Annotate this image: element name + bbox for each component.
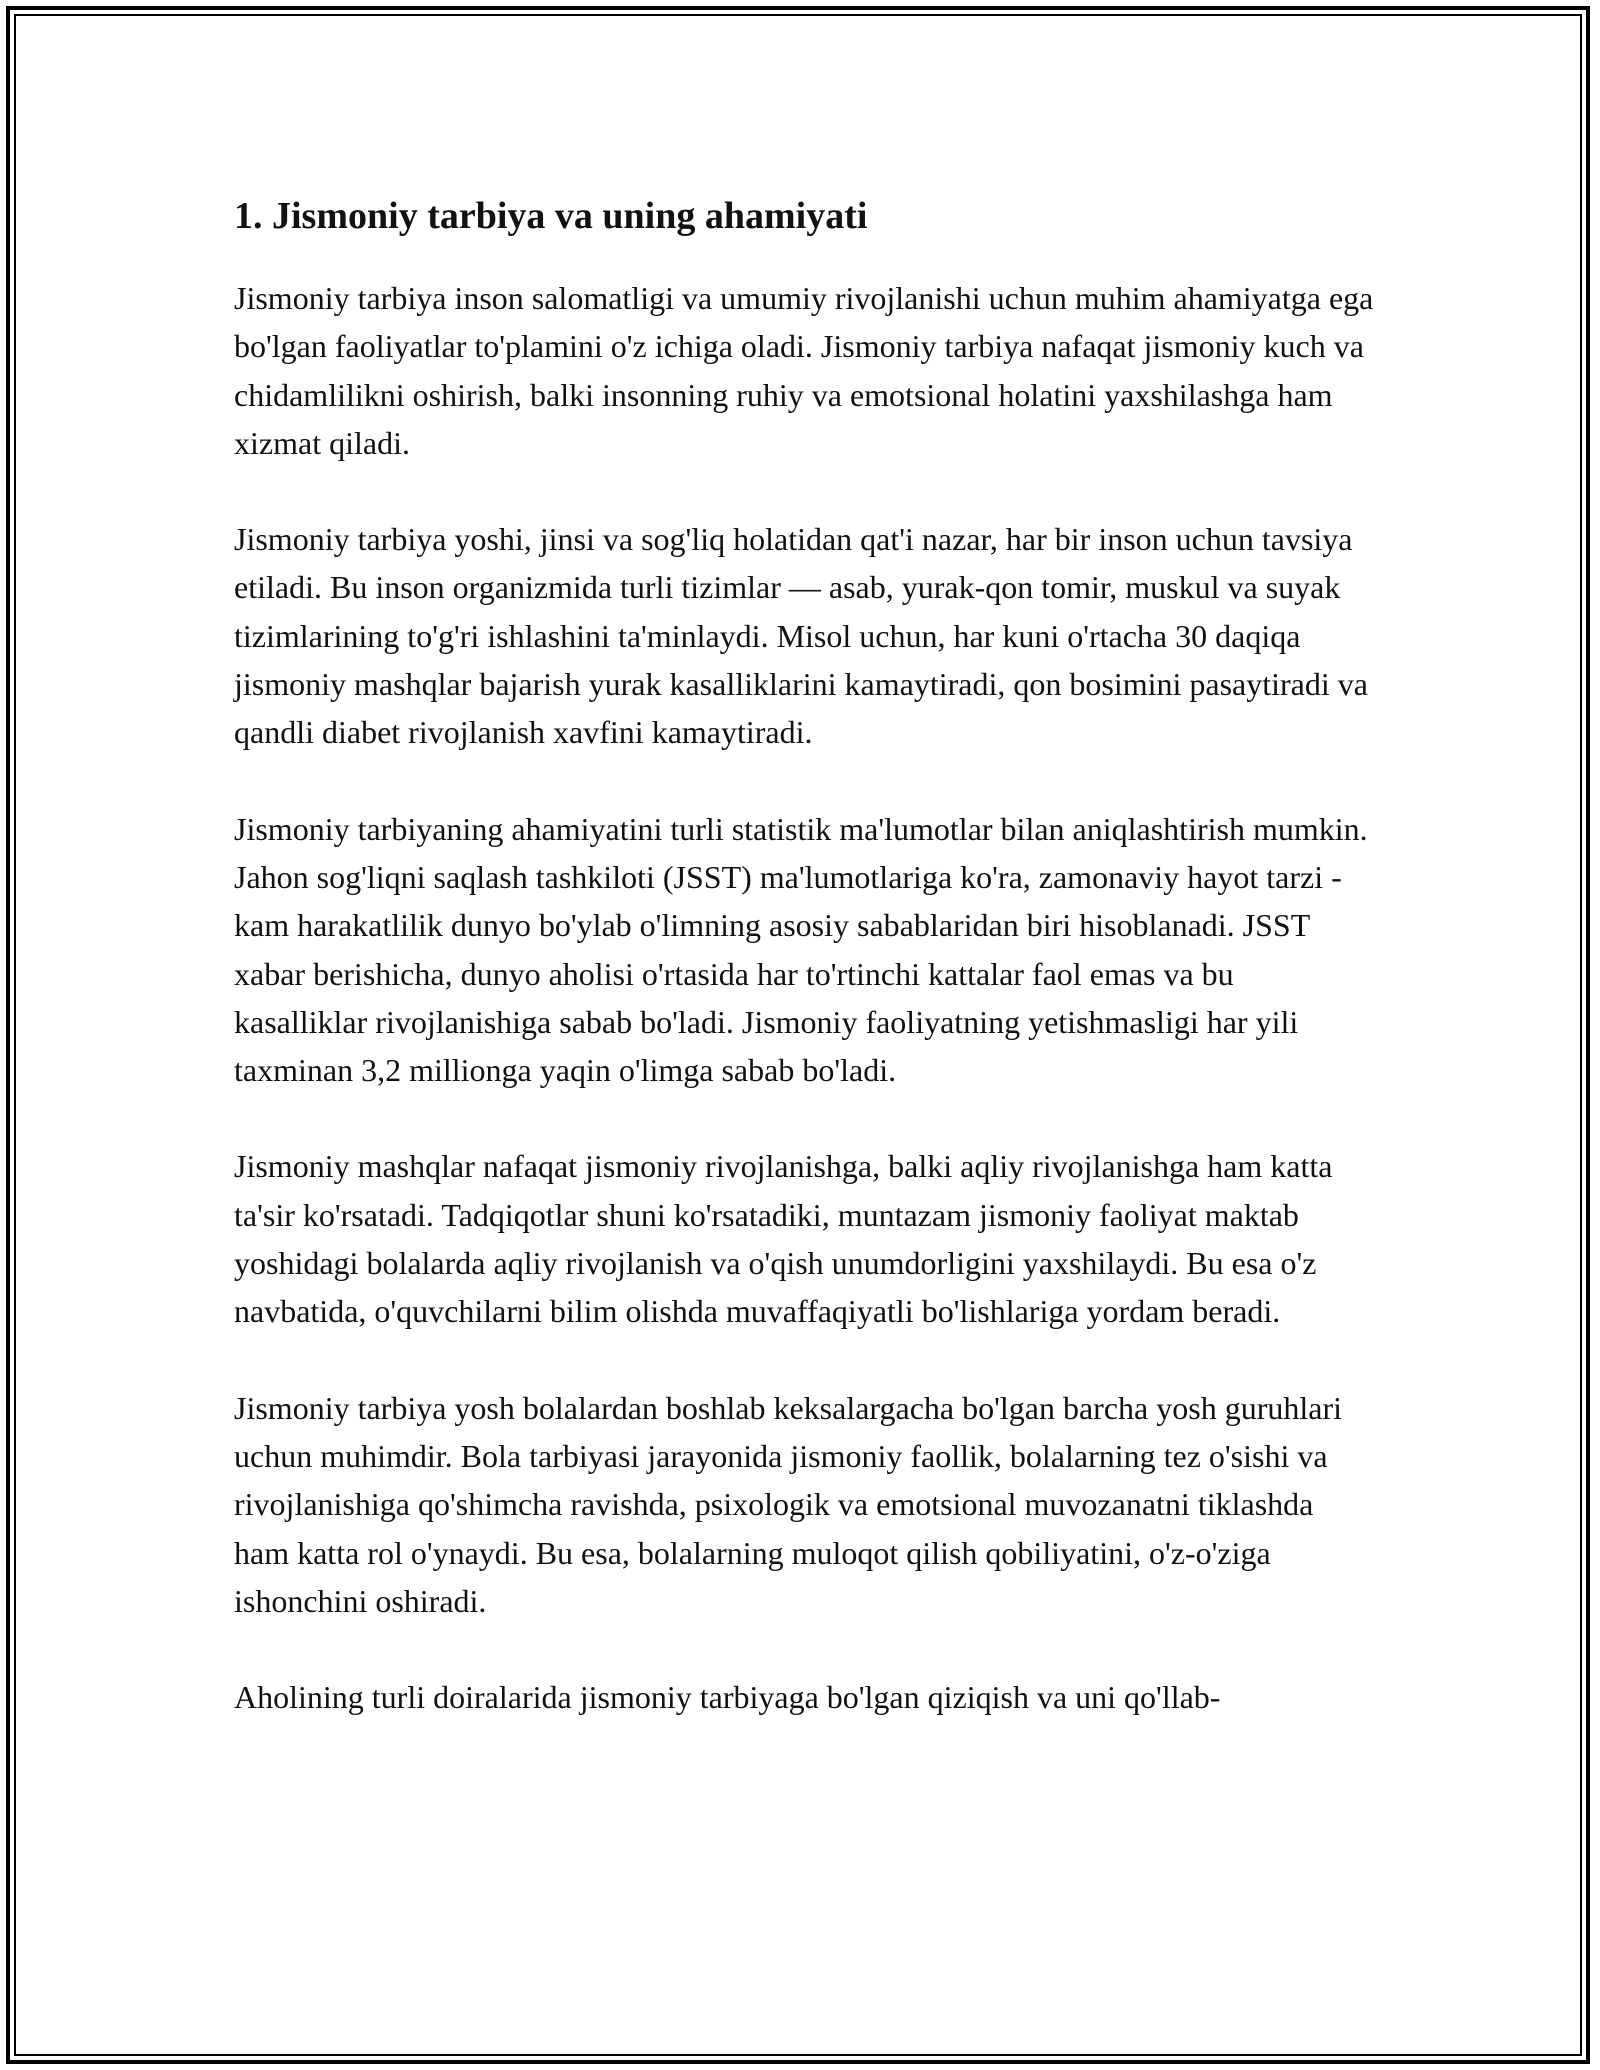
- paragraph-5: Jismoniy tarbiya yosh bolalardan boshlab keksalargacha bo'lgan barcha yosh guruhlari uchun muhimdir. Bola tarbiyasi jarayonida jismoniy faollik, bolalarning tez o'sishi va rivojlanishiga qo'shimcha ravishda, psixologik va emotsional muvozanatni tiklashda ham katta rol o'ynaydi. Bu esa, bolalarning muloqot qilish qobiliyatini, o'z-o'ziga ishonchini oshiradi.: [234, 1389, 1342, 1619]
- paragraph-4: Jismoniy mashqlar nafaqat jismoniy rivojlanishga, balki aqliy rivojlanishga ham katta ta'sir ko'rsatadi. Tadqiqotlar shuni ko'rsatadiki, muntazam jismoniy faoliyat maktab yoshidagi bolalarda aqliy rivojlanish va o'qish unumdorligini yaxshilaydi. Bu esa o'z navbatida, o'quvchilarni bilim olishda muvaffaqiyatli bo'lishlariga yordam beradi.: [234, 1148, 1333, 1330]
- section-heading: 1. Jismoniy tarbiya va uning ahamiyati: [234, 195, 868, 237]
- paragraph-1: Jismoniy tarbiya inson salomatligi va umumiy rivojlanishi uchun muhim ahamiyatga ega bo'lgan faoliyatlar to'plamini o'z ichiga oladi. Jismoniy tarbiya nafaqat jismoniy kuch va chidamlilikni oshirish, balki insonning ruhiy va emotsional holatini yaxshilashga ham xizmat qiladi.: [234, 280, 1374, 461]
- document-body: [234, 186, 1374, 1769]
- paragraph-6: Aholining turli doiralarida jismoniy tarbiyaga bo'lgan qiziqish va uni qo'llab-: [234, 1679, 1221, 1716]
- paragraph-2: Jismoniy tarbiya yoshi, jinsi va sog'liq holatidan qat'i nazar, har bir inson uchun tavsiya etiladi. Bu inson organizmida turli tizimlar — asab, yurak-qon tomir, muskul va suyak tizimlarining to'g'ri ishlashini ta'minlaydi. Misol uchun, har kuni o'rtacha 30 daqiqa jismoniy mashqlar bajarish yurak kasalliklarini kamaytiradi, qon bosimini pasaytiradi va qandli diabet rivojlanish xavfini kamaytiradi.: [234, 521, 1368, 751]
- paragraph-3: Jismoniy tarbiyaning ahamiyatini turli statistik ma'lumotlar bilan aniqlashtirish mumkin. Jahon sog'liqni saqlash tashkiloti (JSST) ma'lumotlariga ko'ra, zamonaviy hayot tarzi - kam harakatlilik dunyo bo'ylab o'limning asosiy sabablaridan biri hisoblanadi. JSST xabar berishicha, dunyo aholisi o'rtasida har to'rtinchi kattalar faol emas va bu kasalliklar rivojlanishiga sabab bo'ladi. Jismoniy faoliyatning yetishmasligi har yili taxminan 3,2 millionga yaqin o'limga sabab bo'ladi.: [234, 810, 1368, 1089]
